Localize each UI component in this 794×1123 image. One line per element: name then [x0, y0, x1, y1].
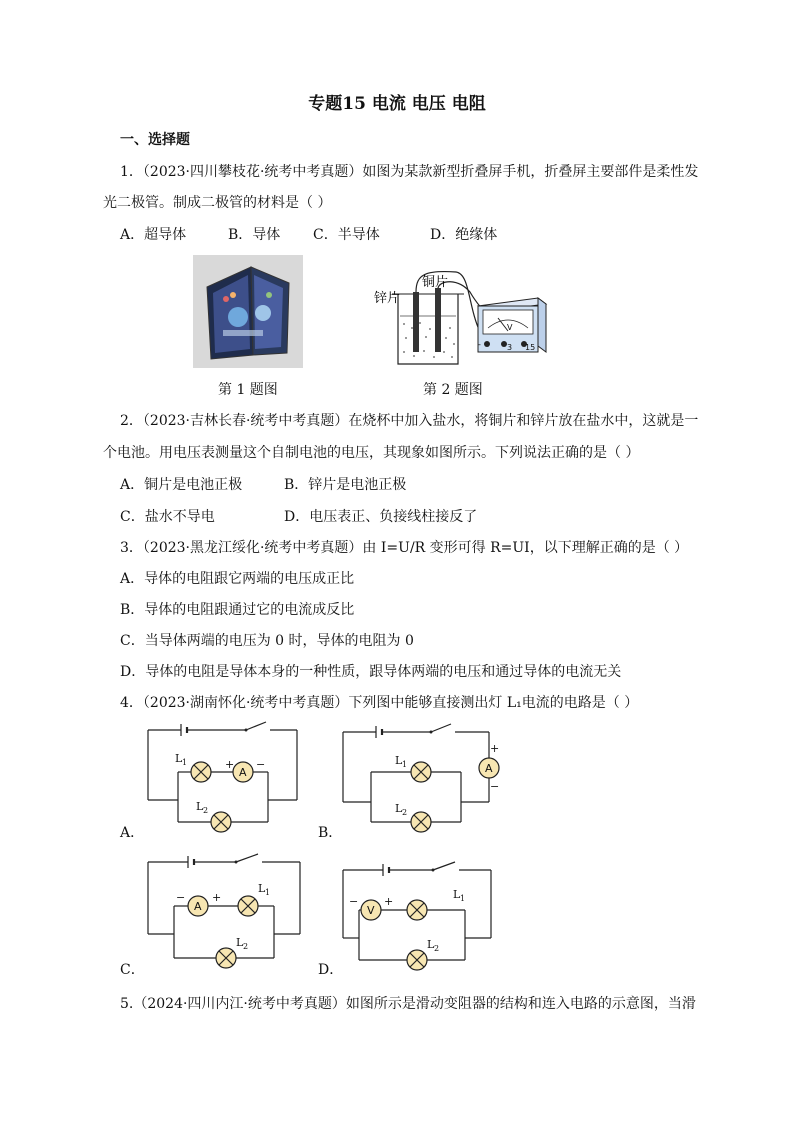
terminal-3: 3: [507, 343, 513, 352]
svg-text:L: L: [236, 936, 244, 949]
voltmeter-symbol: V: [507, 323, 513, 332]
q1-option-a: A．超导体: [120, 227, 187, 243]
q2-option-c: C．盐水不导电: [120, 509, 215, 525]
q4-option-b-label: B．: [318, 825, 343, 841]
svg-text:2: 2: [434, 944, 440, 953]
zinc-label: 锌片: [374, 291, 401, 306]
svg-text:1: 1: [402, 760, 408, 769]
beaker: [398, 294, 458, 364]
page-title: 专题15 电流 电压 电阻: [308, 94, 486, 114]
q2-option-b: B．锌片是电池正极: [284, 477, 407, 493]
copper-label: 铜片: [422, 275, 449, 290]
q4-option-d-label: D．: [318, 962, 344, 978]
circuit-b: [335, 722, 505, 837]
figure-1-caption: 第 1 题图: [218, 382, 278, 398]
svg-text:L: L: [453, 888, 461, 901]
circuit-a: [140, 720, 305, 835]
svg-text:L: L: [427, 938, 435, 951]
svg-text:1: 1: [460, 894, 466, 903]
copper-plate: [435, 288, 441, 352]
svg-text:L: L: [258, 882, 266, 895]
svg-text:1: 1: [182, 758, 188, 767]
q2-option-a: A．铜片是电池正极: [120, 477, 243, 493]
svg-text:L: L: [395, 754, 403, 767]
terminal-15: 15: [525, 343, 536, 352]
q1-option-c: C．半导体: [313, 227, 380, 243]
svg-text:A: A: [485, 762, 493, 775]
q1-stem-line1: 1．（2023·四川攀枝花·统考中考真题）如图为某款新型折叠屏手机，折叠屏主要部件是柔性发: [120, 164, 699, 180]
q3-option-d: D．导体的电阻是导体本身的一种性质，跟导体两端的电压和通过导体的电流无关: [120, 664, 622, 680]
circuit-c: [140, 848, 305, 968]
svg-text:V: V: [367, 904, 375, 917]
q4-option-a-label: A．: [120, 825, 145, 841]
svg-text:L: L: [395, 802, 403, 815]
q2-stem-line1: 2．（2023·吉林长春·统考中考真题）在烧杯中加入盐水，将铜片和锌片放在盐水中，这就是一: [120, 413, 699, 429]
q4-option-c-label: C．: [120, 962, 145, 978]
svg-text:1: 1: [265, 888, 271, 897]
svg-text:−: −: [176, 891, 186, 904]
q3-option-a: A．导体的电阻跟它两端的电压成正比: [120, 571, 355, 587]
q1-option-d: D．绝缘体: [430, 227, 498, 243]
figure-2-battery-diagram: [370, 266, 550, 376]
terminal-minus: -: [478, 340, 481, 349]
q2-option-d: D．电压表正、负接线柱接反了: [284, 509, 478, 525]
svg-text:2: 2: [203, 806, 209, 815]
q3-stem: 3．（2023·黑龙江绥化·统考中考真题）由 I=U/R 变形可得 R=UI，以下理解正确的是（ ）: [120, 540, 689, 556]
svg-text:−: −: [490, 780, 500, 793]
switch-lever: [246, 722, 266, 730]
salt-water: [400, 316, 456, 358]
zinc-plate: [413, 292, 419, 352]
svg-text:+: +: [225, 758, 235, 771]
section-heading: 一、选择题: [120, 132, 190, 148]
svg-text:L: L: [196, 800, 204, 813]
q1-option-b: B．导体: [228, 227, 281, 243]
svg-text:+: +: [490, 742, 500, 755]
q3-option-c: C．当导体两端的电压为 0 时，导体的电阻为 0: [120, 633, 414, 649]
svg-text:2: 2: [402, 808, 408, 817]
q1-stem-line2: 光二极管。制成二极管的材料是（ ）: [103, 195, 332, 211]
q5-stem: 5.（2024·四川内江·统考中考真题）如图所示是滑动变阻器的结构和连入电路的示意图，当滑: [120, 996, 696, 1012]
q4-stem: 4．（2023·湖南怀化·统考中考真题）下列图中能够直接测出灯 L₁电流的电路是（ ）: [120, 695, 639, 711]
q3-option-b: B．导体的电阻跟通过它的电流成反比: [120, 602, 355, 618]
svg-text:−: −: [349, 895, 359, 908]
svg-text:L: L: [175, 752, 183, 765]
foldable-phone-image: [193, 255, 303, 368]
svg-text:A: A: [194, 900, 202, 913]
circuit-d: [335, 854, 500, 969]
svg-text:+: +: [384, 895, 394, 908]
svg-text:A: A: [239, 766, 247, 779]
svg-text:−: −: [256, 758, 266, 771]
svg-text:+: +: [212, 891, 222, 904]
q2-stem-line2: 个电池。用电压表测量这个自制电池的电压，其现象如图所示。下列说法正确的是（ ）: [103, 445, 640, 461]
figure-2-caption: 第 2 题图: [423, 382, 483, 398]
svg-text:2: 2: [243, 942, 249, 951]
